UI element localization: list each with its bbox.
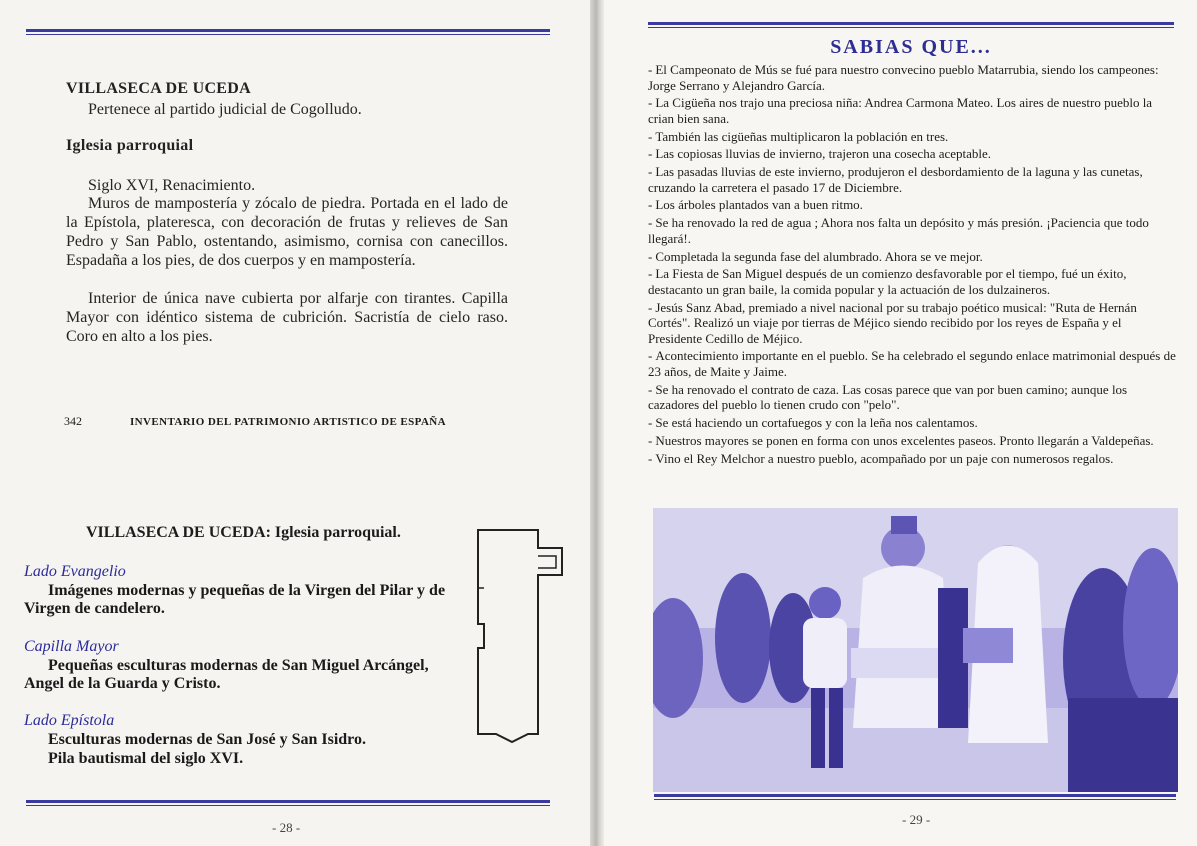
left-page xyxy=(0,0,590,846)
news-item: - Se está haciendo un cortafuegos y con la leña nos calentamos. xyxy=(648,415,978,431)
news-item: - Las copiosas lluvias de invierno, trajeron una cosecha aceptable. xyxy=(648,146,992,162)
iglesia-heading: Iglesia parroquial xyxy=(66,137,194,154)
siglo-text: Siglo XVI, Renacimiento. xyxy=(88,177,256,194)
lado-epistola-text1: Esculturas modernas de San José y San Isidro. xyxy=(48,731,366,748)
lado-evangelio-label: Lado Evangelio xyxy=(24,563,126,580)
page-number-right: - 29 - xyxy=(902,812,931,827)
book-gutter xyxy=(590,0,604,846)
page-number-left: - 28 - xyxy=(272,820,301,835)
footer-page-number: 342 xyxy=(64,414,82,428)
news-item: - Completada la segunda fase del alumbrado. Ahora se ve mejor. xyxy=(648,248,983,264)
news-list xyxy=(648,62,1178,468)
partido-text: Pertenece al partido judicial de Cogolludo. xyxy=(88,101,362,118)
top-rule-right xyxy=(648,22,1174,28)
section2-title: VILLASECA DE UCEDA: Iglesia parroquial. xyxy=(86,524,401,541)
news-item: - También las cigüeñas multiplicaron la población en tres. xyxy=(648,128,949,144)
capilla-text: Pequeñas esculturas modernas de San Miguel Arcángel, Angel de la Guarda y Cristo. xyxy=(24,657,429,692)
church-floorplan-icon xyxy=(474,528,566,746)
right-page xyxy=(604,0,1197,846)
photo-illustration-icon xyxy=(653,508,1178,792)
news-item: - Se ha renovado el contrato de caza. Las cosas parece que van por buen camino; aunque los cazadores del pueblo lo tienen crudo con "pelo". xyxy=(648,381,1128,413)
town-heading: VILLASECA DE UCEDA xyxy=(66,80,251,97)
sabias-que-title: SABIAS QUE... xyxy=(830,36,992,58)
rey-melchor-photo xyxy=(653,508,1178,792)
bottom-rule xyxy=(26,800,550,806)
lado-epistola-text2: Pila bautismal del siglo XVI. xyxy=(48,750,244,767)
interior-paragraph: Interior de única nave cubierta por alfarje con tirantes. Capilla Mayor con idéntico sistema de cubrición. Sacristía de cielo raso. Coro en alto a los pies. xyxy=(66,290,508,345)
news-item: - La Fiesta de San Miguel después de un comienzo desfavorable por el tiempo, fué un éxito, destacanto un gran baile, la comida popular y la actuación de los dulzaineros. xyxy=(648,266,1127,297)
news-item: - La Cigüeña nos trajo una preciosa niña: Andrea Carmona Mateo. Los aires de nuestro pueblo la crian bien sana. xyxy=(648,95,1153,126)
news-item: - Los árboles plantados van a buen ritmo. xyxy=(648,197,863,213)
news-item: - Nuestros mayores se ponen en forma con unos excelentes paseos. Pronto llegarán a Valdepeñas. xyxy=(648,432,1154,448)
footer-title: INVENTARIO DEL PATRIMONIO ARTISTICO DE ESPAÑA xyxy=(130,416,446,428)
muros-paragraph: Muros de mampostería y zócalo de piedra. Portada en el lado de la Epístola, plateresca, con decoración de frutas y relieves de San Pedro y San Pablo, ostentando, asimismo, cornisa con canecillos. Espadaña a los pies, de dos cuerpos y en mampostería. xyxy=(66,195,508,269)
lado-evangelio-text: Imágenes modernas y pequeñas de la Virgen del Pilar y de Virgen de candelero. xyxy=(24,582,446,617)
news-item: - Vino el Rey Melchor a nuestro pueblo, acompañado por un paje con numerosos regalos. xyxy=(648,450,1114,466)
news-item: - Jesús Sanz Abad, premiado a nivel nacional por su trabajo poético musical: "Ruta de Hernán Cortés". Realizó un viaje por tierras de Méjico siendo recibido por los reyes de España y el Presidente Cedillo de Méjico. xyxy=(648,299,1137,346)
top-rule xyxy=(26,29,550,35)
news-item: - Las pasadas lluvias de este invierno, produjeron el desbordamiento de la laguna y las cunetas, cruzando la carretera el pasado 17 de Diciembre. xyxy=(648,164,1143,195)
news-item: - Acontecimiento importante en el pueblo. Se ha celebrado el segundo enlace matrimonial después de 23 años, de Maite y Jaime. xyxy=(648,348,1176,379)
bottom-rule-right xyxy=(654,794,1176,800)
capilla-label: Capilla Mayor xyxy=(24,638,119,655)
news-item: - Se ha renovado la red de agua ; Ahora nos falta un depósito y más presión. ¡Paciencia que todo llegará!. xyxy=(648,215,1149,246)
news-item: - El Campeonato de Mús se fué para nuestro convecino pueblo Matarrubia, siendo los campeones: Jorge Serrano y Alejandro García. xyxy=(648,62,1159,93)
lado-epistola-label: Lado Epístola xyxy=(24,712,115,729)
